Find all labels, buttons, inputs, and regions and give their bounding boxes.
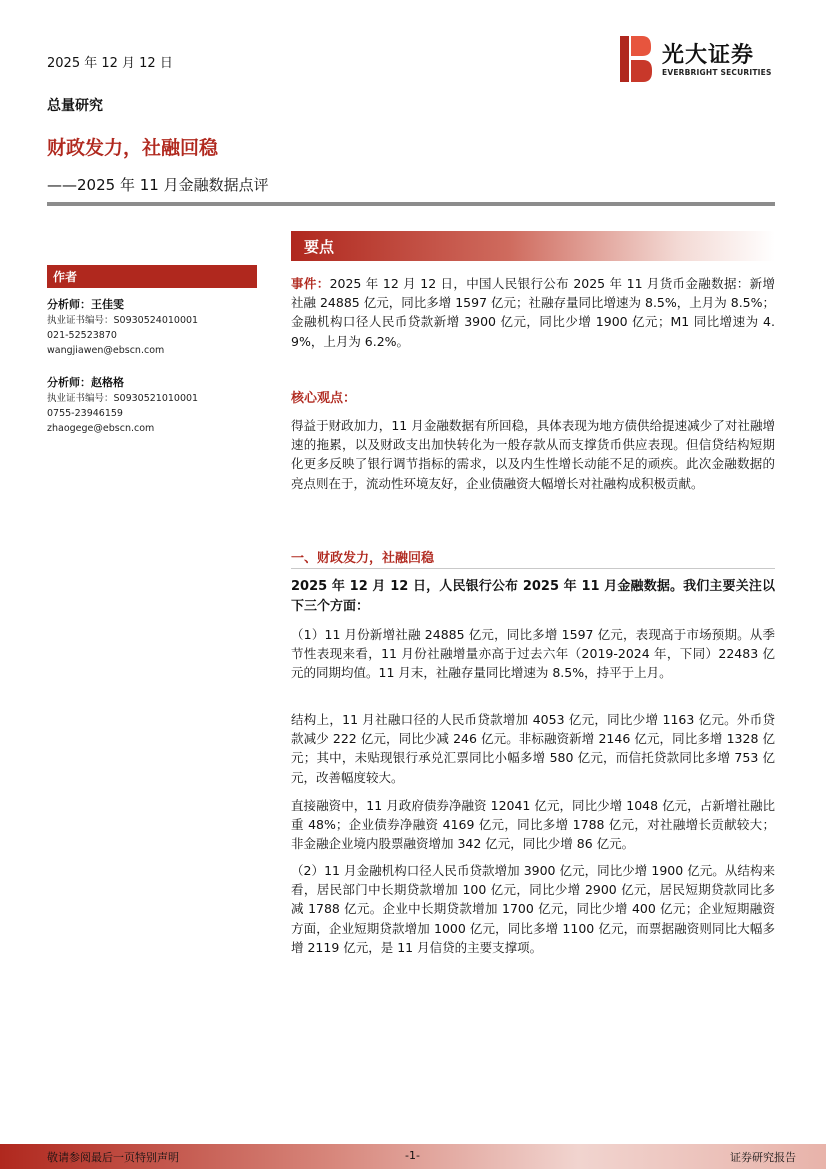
analyst-name: 分析师：赵格格 [47, 376, 124, 389]
logo-name-cn: 光大证券 [662, 43, 755, 68]
report-type: 证券研究报告 [730, 1151, 796, 1164]
section-heading [291, 546, 775, 570]
report-title: 财政发力，社融回稳 [47, 137, 219, 159]
everbright-logo-icon [620, 36, 652, 82]
logo-name-en: EVERBRIGHT SECURITIES [662, 68, 772, 77]
analyst-email[interactable]: wangjiawen@ebscn.com [47, 345, 165, 356]
core-view-paragraph: 得益于财政加力，11 月金融数据有所回稳，具体表现为地方债供给提速减少了对社融增速的拖累，以及财政支出加快转化为一般存款从而支撑货币供应表现。但信贷结构短期化更多反映了银行调节指标的需求，以及内生性增长动能不足的顽疾。此次金融数据的亮点则在于，流动性环境友好，企业债融资大幅增长对社融构成积极贡献。 [291, 418, 775, 491]
body-paragraph: 直接融资中，11 月政府债券净融资 12041 亿元，同比少增 1048 亿元，占新增社融比重 48%；企业债券净融资 4169 亿元，同比多增 1788 亿元，对社融增长贡献较大；非金融企业境内股票融资增加 342 亿元，同比少增 86 亿元。 [291, 798, 775, 852]
analyst-phone: 021-52523870 [47, 330, 117, 341]
event-label: 事件： [291, 276, 330, 291]
key-points-banner [291, 231, 775, 261]
brand-logo [620, 36, 770, 84]
analyst-phone: 0755-23946159 [47, 408, 123, 419]
body-paragraph: 结构上，11 月社融口径的人民币贷款增加 4053 亿元，同比少增 1163 亿元。外币贷款减少 222 亿元，同比少减 246 亿元。非标融资新增 2146 亿元，同比多增 1328 亿元；其中，未贴现银行承兑汇票同比小幅多增 580 亿元，而信托贷款同比多增 753 亿元，改善幅度较大。 [291, 712, 775, 785]
report-category: 总量研究 [47, 98, 103, 114]
section-divider [291, 568, 775, 569]
analyst-card [47, 297, 257, 358]
title-divider [47, 202, 775, 206]
report-subtitle: ——2025 年 11 月金融数据点评 [47, 176, 269, 194]
body-paragraph: （1）11 月份新增社融 24885 亿元，同比多增 1597 亿元，表现高于市场预期。从季节性表现来看，11 月份社融增量亦高于过去六年（2019-2024 年，下同）22483 亿元的同期均值。11 月末，社融存量同比增速为 8.5%，持平于上月。 [291, 627, 775, 681]
analyst-cert: 执业证书编号：S0930524010001 [47, 315, 199, 326]
section-heading-text: 一、财政发力，社融回稳 [291, 551, 435, 566]
page-footer [0, 1144, 826, 1169]
analyst-name: 分析师：王佳雯 [47, 298, 124, 311]
event-paragraph [291, 274, 775, 351]
body-paragraph: （2）11 月金融机构口径人民币贷款增加 3900 亿元，同比少增 1900 亿元。从结构来看，居民部门中长期贷款增加 100 亿元，同比少增 2900 亿元，居民短期贷款同比多减 1788 亿元。企业中长期贷款增加 1700 亿元，同比少增 400 亿元；企业短期融资方面，企业短期贷款增加 1000 亿元，同比多增 1100 亿元，而票据融资则同比大幅多增 2119 亿元，是 11 月信贷的主要支撑项。 [291, 863, 775, 955]
section-lead: 2025 年 12 月 12 日，人民银行公布 2025 年 11 月金融数据。我们主要关注以下三个方面： [291, 579, 775, 614]
analyst-card [47, 375, 257, 436]
core-view-heading: 核心观点： [291, 391, 357, 406]
analyst-email[interactable]: zhaogege@ebscn.com [47, 423, 155, 434]
event-text: 2025 年 12 月 12 日，中国人民银行公布 2025 年 11 月货币金融数据：新增社融 24885 亿元，同比多增 1597 亿元；社融存量同比增速为 8.5%，上月为 8.5%；金融机构口径人民币贷款新增 3900 亿元，同比少增 1900 亿元；M1 同比增速为 4.9%，上月为 6.2%。 [291, 276, 775, 349]
author-section-header: 作者 [47, 265, 257, 288]
page-number: -1- [405, 1149, 420, 1162]
key-points-label: 要点 [304, 238, 335, 256]
analyst-cert: 执业证书编号：S0930521010001 [47, 393, 199, 404]
report-date: 2025 年 12 月 12 日 [47, 56, 173, 71]
disclaimer-note: 敬请参阅最后一页特别声明 [47, 1151, 179, 1164]
